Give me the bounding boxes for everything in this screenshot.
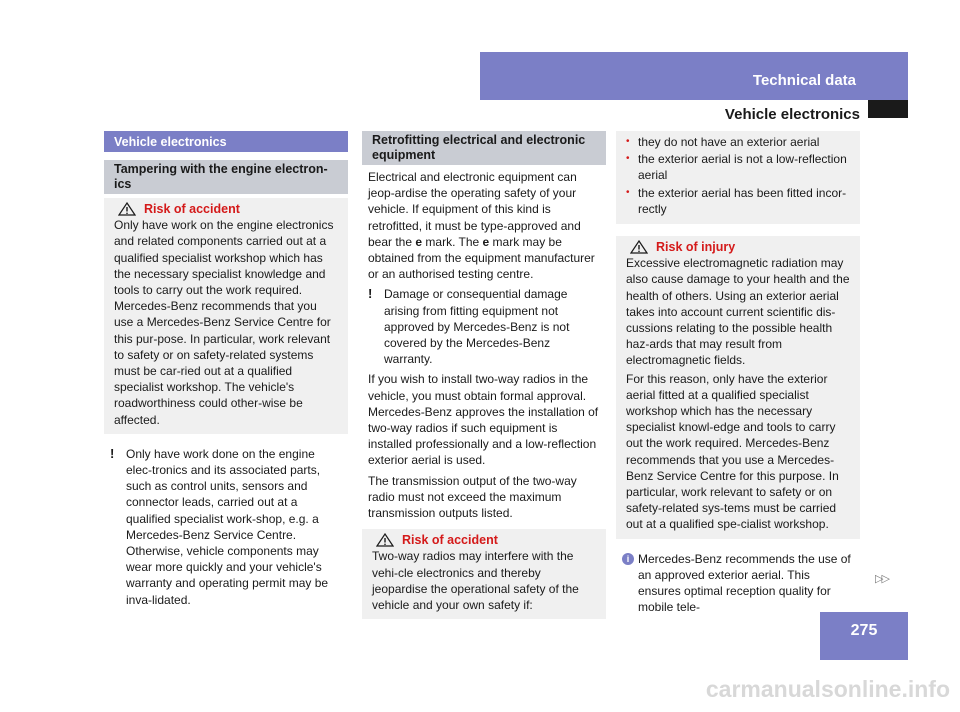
warning-text: Two-way radios may interfere with the vehi-cle electronics and thereby jeopardise the operational safety of the vehicle and your own safety if: [372,549,579,613]
warning-title: Risk of injury [626,239,850,255]
bullet-icon: • [626,186,630,198]
warning-triangle-icon [376,533,394,547]
column-1 [104,131,348,608]
bullet-icon: • [626,153,630,165]
warning-text-workshop: For this reason, only have the exterior aerial fitted at a qualified specialist workshop which has the necessary specialist knowl-edge and tools to carry out the work required. Mercedes-Benz recommends that you use a Mercedes-Benz Service Centre for this purpose. In particular, work relevant to safety or on safety-related sys-tems must be carried out at a qualified spe-cialist workshop. [626,371,839,532]
column-2 [362,131,606,619]
chapter-tab: Technical data [480,52,908,100]
page-number: 275 [820,612,908,660]
list-item: • they do not have an exterior aerial [626,135,820,149]
paragraph-transmission-output: The transmission output of the two-way radio must not exceed the maximum transmission outputs listed. [368,473,577,521]
thumb-index-marker [868,100,908,118]
column-3 [616,131,860,615]
warning-text: Only have work on the engine electronics and related components carried out at a qualified specialist workshop which has the necessary specialist knowledge and tools to carry out the work required. Mercedes-Benz recommends that you use a Mercedes-Benz Service Centre for this pur-pose. In particular, work relevant to safety or on safety-related systems must be car-ried out at a qualified specialist workshop. The vehicle's roadworthiness could other-wise be affected. [114,218,334,427]
warning-box-injury [616,236,860,539]
bullet-icon: • [626,136,630,147]
note-warranty: ! Damage or consequential damage arising from fitting equipment not approved by Mercedes-Benz is not covered by the Mercedes-Benz warranty. [368,286,570,367]
subsection-title-retrofitting: Retrofitting electrical and electronic equipment [362,131,606,165]
warning-text-radiation: Excessive electromagnetic radiation may also cause damage to your health and the health of others. Using an exterior aerial takes into account current scientific dis-cussions relating to the possible health haz-ards that may result from electromagnetic fields. [626,256,850,368]
exclamation-icon: ! [368,286,373,302]
continue-arrows-icon: ▷▷ [875,573,888,585]
warning-triangle-icon [630,240,648,254]
paragraph-approval: Electrical and electronic equipment can jeop-ardise the operating safety of your vehicle. If equipment of this kind is retrofitted, it must be type-approved and bear the e mark. The e mark may be obtained from the equipment manufacturer or an authorised testing centre. [368,170,595,282]
section-title: Vehicle electronics [104,131,348,152]
bullet-continuation-box [616,131,860,224]
bullet-list [626,134,850,217]
warning-box-accident [104,198,348,434]
warning-title: Risk of accident [114,201,338,217]
warning-triangle-icon [118,202,136,216]
watermark: carmanualsonline.info [705,676,950,702]
info-icon: i [622,553,634,565]
subsection-title-tampering: Tampering with the engine electron-ics [104,160,348,194]
exclamation-icon: ! [110,445,115,461]
list-item: • the exterior aerial has been fitted incor-rectly [626,185,847,216]
list-item: • the exterior aerial is not a low-reflection aerial [626,152,847,183]
section-header: Vehicle electronics [724,106,860,123]
paragraph-two-way-radios: If you wish to install two-way radios in the vehicle, you must obtain formal approval. Mercedes-Benz approves the installation of two-way radios if such equipment is installed professionally and a low-reflection exterior aerial is used. [368,372,599,468]
note-engine-work: ! Only have work done on the engine elec-tronics and its associated parts, such as control units, sensors and connector leads, carried out at a qualified specialist work-shop, e.g. a Mercedes-Benz Service Centre. Otherwise, vehicle components may wear more quickly and your vehicle's warranty and operating permit may be inva-lidated. [110,445,329,607]
warning-title: Risk of accident [372,532,596,548]
info-note-aerial: i Mercedes-Benz recommends the use of an approved exterior aerial. This ensures optimal reception quality for mobile tele- [616,551,860,616]
warning-box-accident-radio [362,529,606,619]
